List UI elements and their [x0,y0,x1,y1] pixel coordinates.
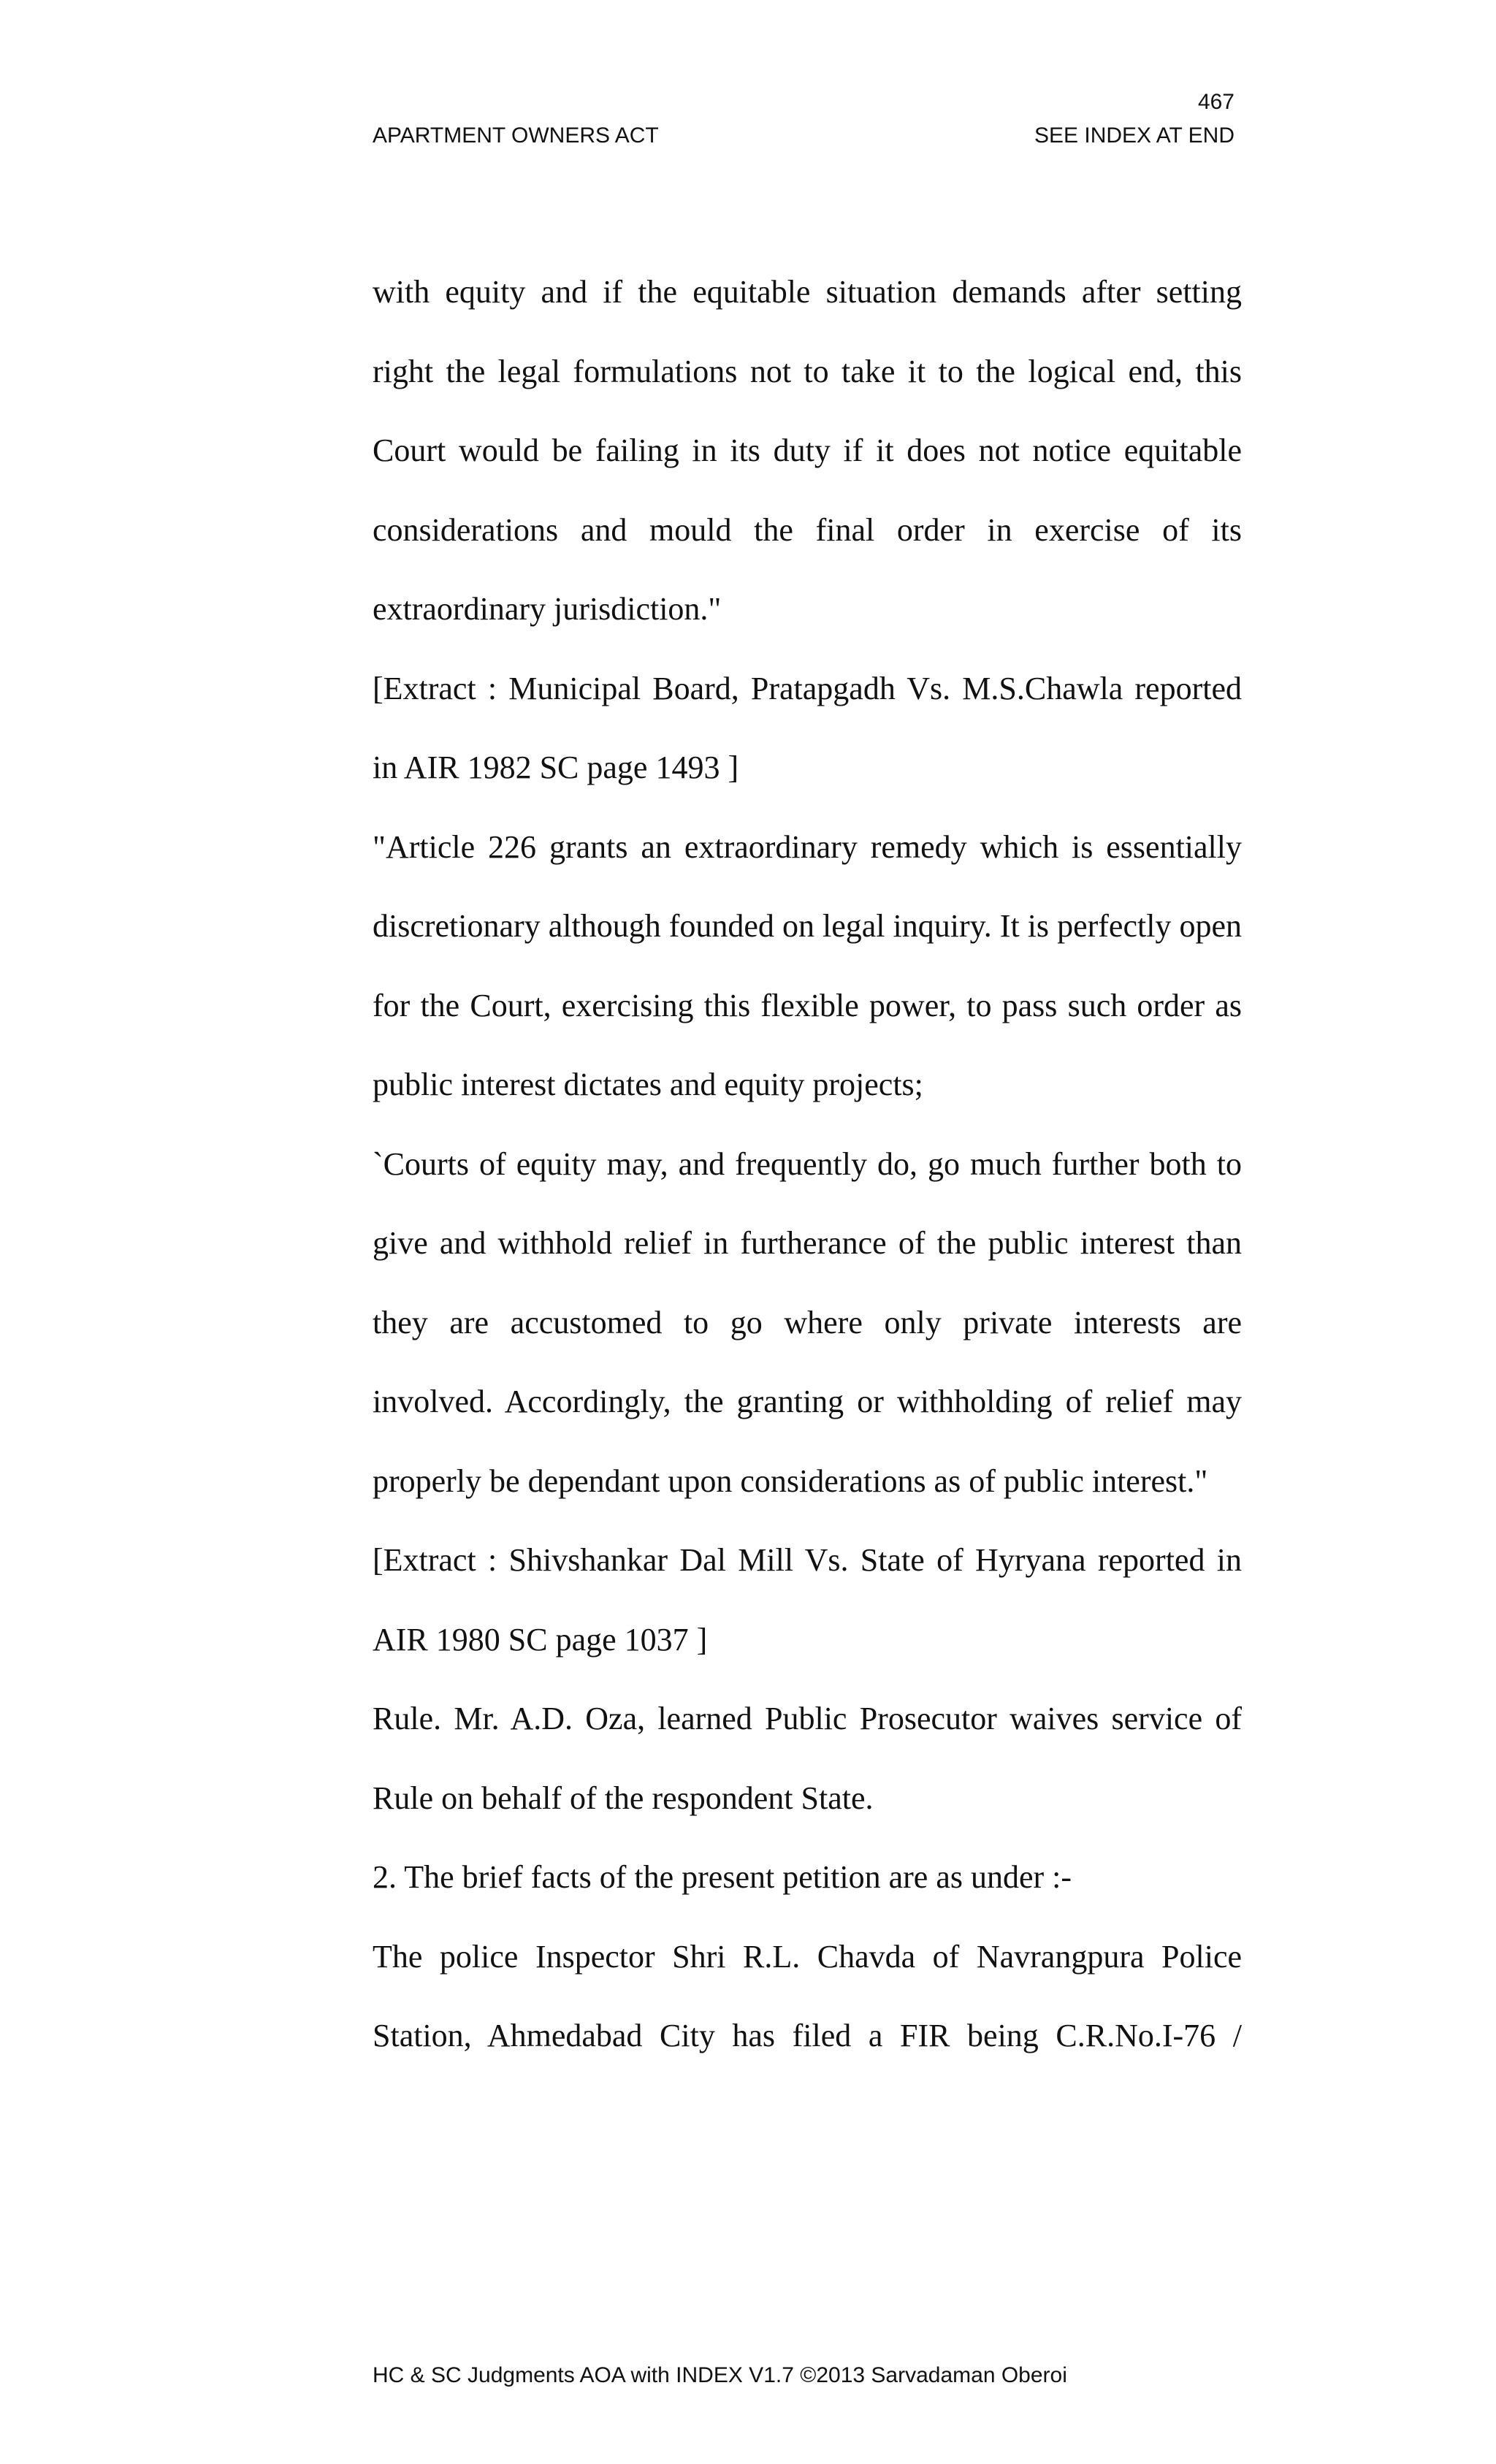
running-header-left: APARTMENT OWNERS ACT [373,123,659,148]
document-body [373,253,1242,2076]
paragraph-brief-facts: 2. The brief facts of the present petition are as under :- [373,1859,1072,1895]
page-number: 467 [1197,90,1234,114]
paragraph-article-226: "Article 226 grants an extraordinary remedy which is essentially discretionary although founded on legal inquiry. It is perfectly open for the Court, exercising this flexible power, to pass such order as public interest dictates and equity projects; [373,828,1242,1102]
paragraph-courts-of-equity: `Courts of equity may, and frequently do, go much further both to give and withhold relief in furtherance of the public interest than they are accustomed to go where only private interests are involved. Accordingly, the granting or withholding of relief may properly be dependant upon considerations as of public interest." [373,1145,1242,1499]
paragraph-police-inspector: The police Inspector Shri R.L. Chavda of Navrangpura Police Station, Ahmedabad City has filed a FIR being C.R.No.I-76 / [373,1938,1242,2053]
footer: HC & SC Judgments AOA with INDEX V1.7 ©2013 Sarvadaman Oberoi [373,2363,1067,2387]
paragraph-rule: Rule. Mr. A.D. Oza, learned Public Prosecutor waives service of Rule on behalf of the respondent State. [373,1701,1242,1816]
paragraph-extract-pratapgadh: [Extract : Municipal Board, Pratapgadh Vs. M.S.Chawla reported in AIR 1982 SC page 1493 ] [373,670,1242,785]
running-header-right: SEE INDEX AT END [1034,123,1234,148]
paragraph-extract-shivshankar: [Extract : Shivshankar Dal Mill Vs. State of Hyryana reported in AIR 1980 SC page 1037 ] [373,1542,1242,1658]
paragraph-equity-quote-end: with equity and if the equitable situation demands after setting right the legal formulations not to take it to the logical end, this Court would be failing in its duty if it does not notice equitable considerations and mould the final order in exercise of its extraordinary jurisdiction." [373,274,1242,627]
